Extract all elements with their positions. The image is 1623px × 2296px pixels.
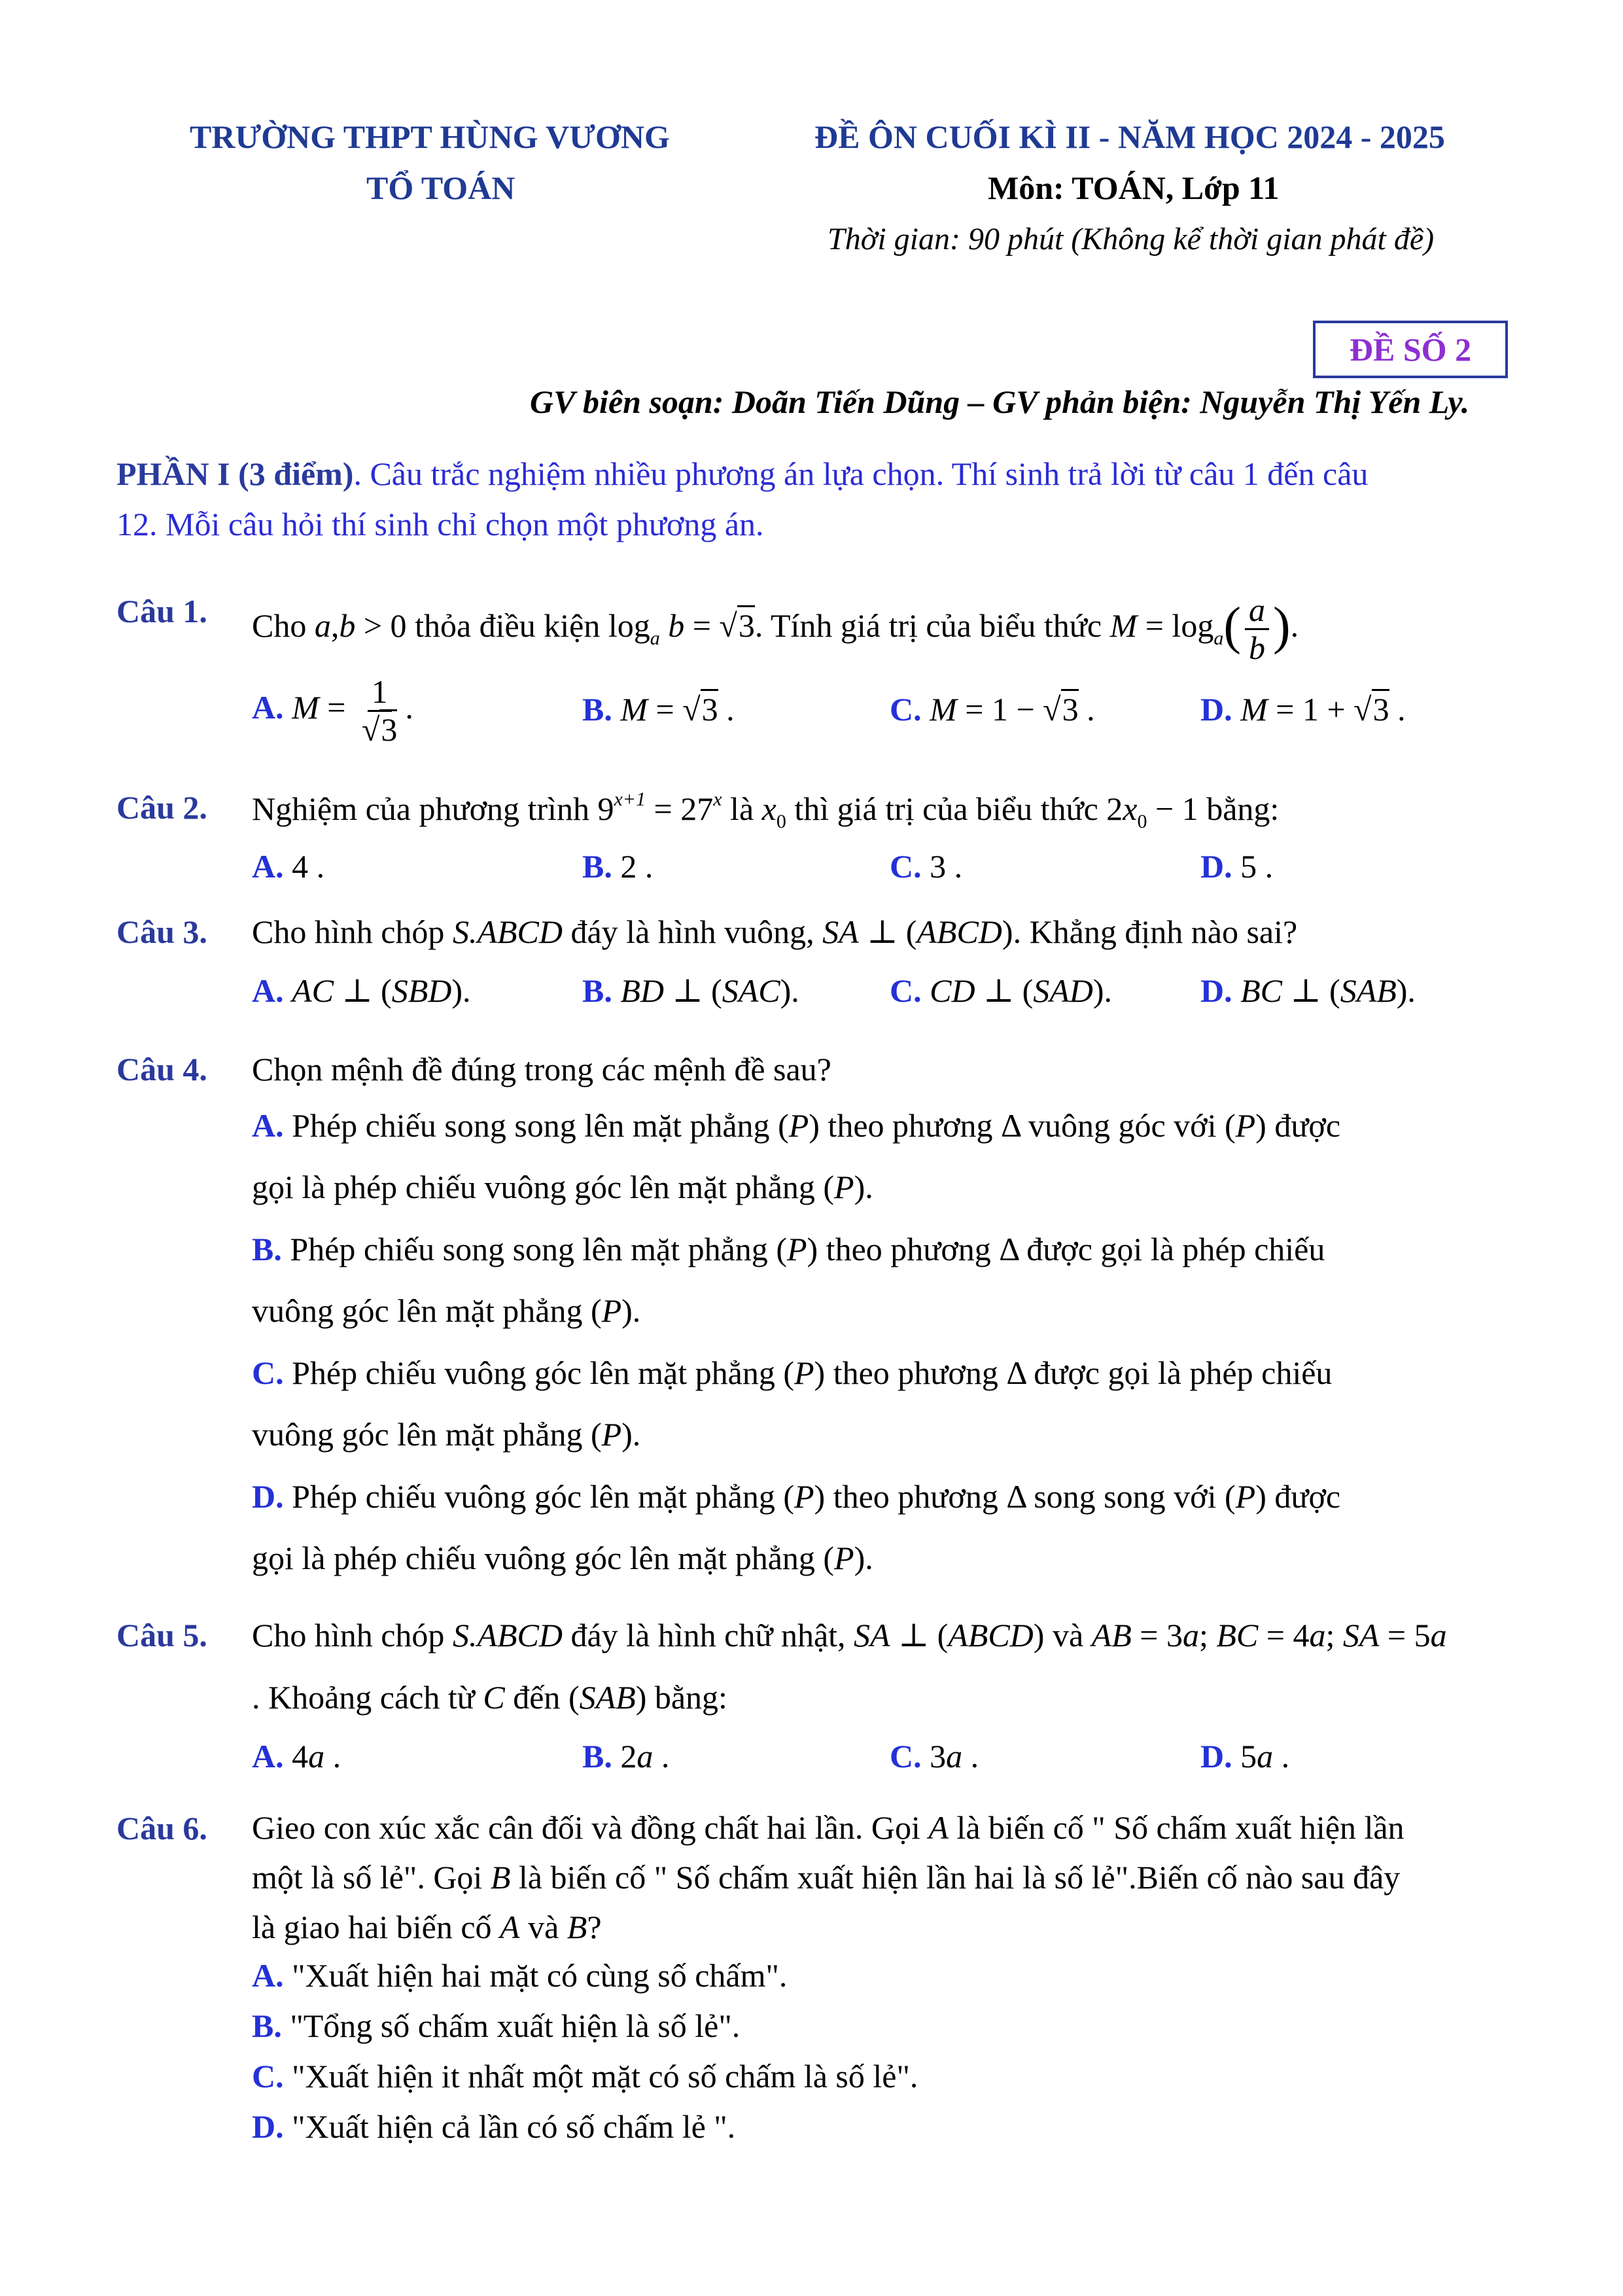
q4-stem: Chọn mệnh đề đúng trong các mệnh đề sau? <box>252 1051 831 1087</box>
q1-option-b[interactable]: B. M = √3 . <box>582 690 735 728</box>
subject: Môn: TOÁN, Lớp 11 <box>988 169 1280 206</box>
part1-line1 <box>116 455 1368 493</box>
school-name: TRƯỜNG THPT HÙNG VƯƠNG <box>190 118 670 155</box>
q4-option-b[interactable]: B. Phép chiếu song song lên mặt phẳng (P) theo phương Δ được gọi là phép chiếu vuông góc lên mặt phẳng (P). <box>252 1231 1325 1329</box>
q1-stem: Cho a,b > 0 thỏa điều kiện $\log_a b = √3$. Tính giá trị của biểu thức $M = \log_a$( $\frac{a}{b}$ ). <box>252 592 1299 666</box>
q6-label: Câu 6. <box>116 1810 207 1846</box>
exam-code: ĐỀ SỐ 2 <box>1349 331 1472 368</box>
q6-option-b[interactable]: B. "Tổng số chấm xuất hiện là số lẻ". <box>252 2007 741 2044</box>
q1-option-c[interactable]: C. M = 1 − √3 . <box>890 690 1095 728</box>
q3-option-b[interactable]: B. BD ⊥ (SAC). <box>582 972 799 1009</box>
q1-option-a[interactable]: A. M = $\frac{1}{√3}$ . <box>252 673 413 748</box>
q3-option-c[interactable]: C. CD ⊥ (SAD). <box>890 972 1113 1009</box>
department: TỔ TOÁN <box>366 169 515 206</box>
q1-label: Câu 1. <box>116 593 207 629</box>
q2-option-b[interactable]: B. 2 . <box>582 848 654 885</box>
q6-option-d[interactable]: D. "Xuất hiện cả lần có số chấm lẻ ". <box>252 2108 736 2145</box>
q4-option-d[interactable]: D. Phép chiếu vuông góc lên mặt phẳng (P) theo phương Δ song song với (P) được gọi là phép chiếu vuông góc lên mặt phẳng (P). <box>252 1478 1341 1576</box>
q4-label: Câu 4. <box>116 1051 207 1087</box>
exam-code-box <box>1313 321 1508 378</box>
authors-line: GV biên soạn: Doãn Tiến Dũng – GV phản biện: Nguyễn Thị Yến Ly. <box>530 383 1470 420</box>
part1-title: PHẦN I (3 điểm) <box>116 455 354 492</box>
q2-option-a[interactable]: A. 4 . <box>252 848 325 885</box>
q5-option-a[interactable]: A. 4a . <box>252 1738 341 1775</box>
q2-label: Câu 2. <box>116 789 207 826</box>
q3-stem: Cho hình chóp S.ABCD đáy là hình vuông, SA ⊥ (ABCD). Khẳng định nào sai? <box>252 913 1298 950</box>
q5-option-c[interactable]: C. 3a . <box>890 1738 979 1775</box>
q2-option-c[interactable]: C. 3 . <box>890 848 963 885</box>
q2-option-d[interactable]: D. 5 . <box>1200 848 1274 885</box>
exam-title: ĐỀ ÔN CUỐI KÌ II - NĂM HỌC 2024 - 2025 <box>814 118 1445 155</box>
exam-time: Thời gian: 90 phút (Không kể thời gian phát đề) <box>828 222 1435 256</box>
q1-option-d[interactable]: D. M = 1 + √3 . <box>1200 690 1406 728</box>
q2-stem: Nghiệm của phương trình $9^{x+1} = 27^x$ là $x_0$ thì giá trị của biểu thức $2x_0 - 1$ bằng: <box>252 788 1280 832</box>
q5-stem-line1: Cho hình chóp S.ABCD đáy là hình chữ nhật, SA ⊥ (ABCD) và AB = 3a; BC = 4a; SA = 5a <box>252 1617 1447 1653</box>
q6-stem: Gieo con xúc xắc cân đối và đồng chất hai lần. Gọi A là biến cố " Số chấm xuất hiện lần một là số lẻ". Gọi B là biến cố " Số chấm xuất hiện lần hai là số lẻ".Biến cố nào sau đây là giao hai biến cố A và B? <box>252 1809 1405 1945</box>
q5-option-b[interactable]: B. 2a . <box>582 1738 670 1775</box>
q6-option-c[interactable]: C. "Xuất hiện it nhất một mặt có số chấm là số lẻ". <box>252 2058 918 2094</box>
part1-desc-1: . Câu trắc nghiệm nhiều phương án lựa chọn. Thí sinh trả lời từ câu 1 đến câu <box>353 455 1369 492</box>
q5-option-d[interactable]: D. 5a . <box>1200 1738 1290 1775</box>
q4-option-a[interactable]: A. Phép chiếu song song lên mặt phẳng (P) theo phương Δ vuông góc với (P) được gọi là phép chiếu vuông góc lên mặt phẳng (P). <box>252 1107 1341 1205</box>
q3-option-a[interactable]: A. AC ⊥ (SBD). <box>252 972 471 1009</box>
q4-option-c[interactable]: C. Phép chiếu vuông góc lên mặt phẳng (P) theo phương Δ được gọi là phép chiếu vuông góc lên mặt phẳng (P). <box>252 1354 1333 1453</box>
q5-label: Câu 5. <box>116 1617 207 1653</box>
part1-desc-2: 12. Mỗi câu hỏi thí sinh chỉ chọn một phương án. <box>116 506 764 542</box>
q3-option-d[interactable]: D. BC ⊥ (SAB). <box>1200 972 1416 1009</box>
q6-option-a[interactable]: A. "Xuất hiện hai mặt có cùng số chấm". <box>252 1957 788 1994</box>
q3-label: Câu 3. <box>116 913 207 950</box>
q5-stem-line2: . Khoảng cách từ C đến (SAB) bằng: <box>252 1679 727 1716</box>
